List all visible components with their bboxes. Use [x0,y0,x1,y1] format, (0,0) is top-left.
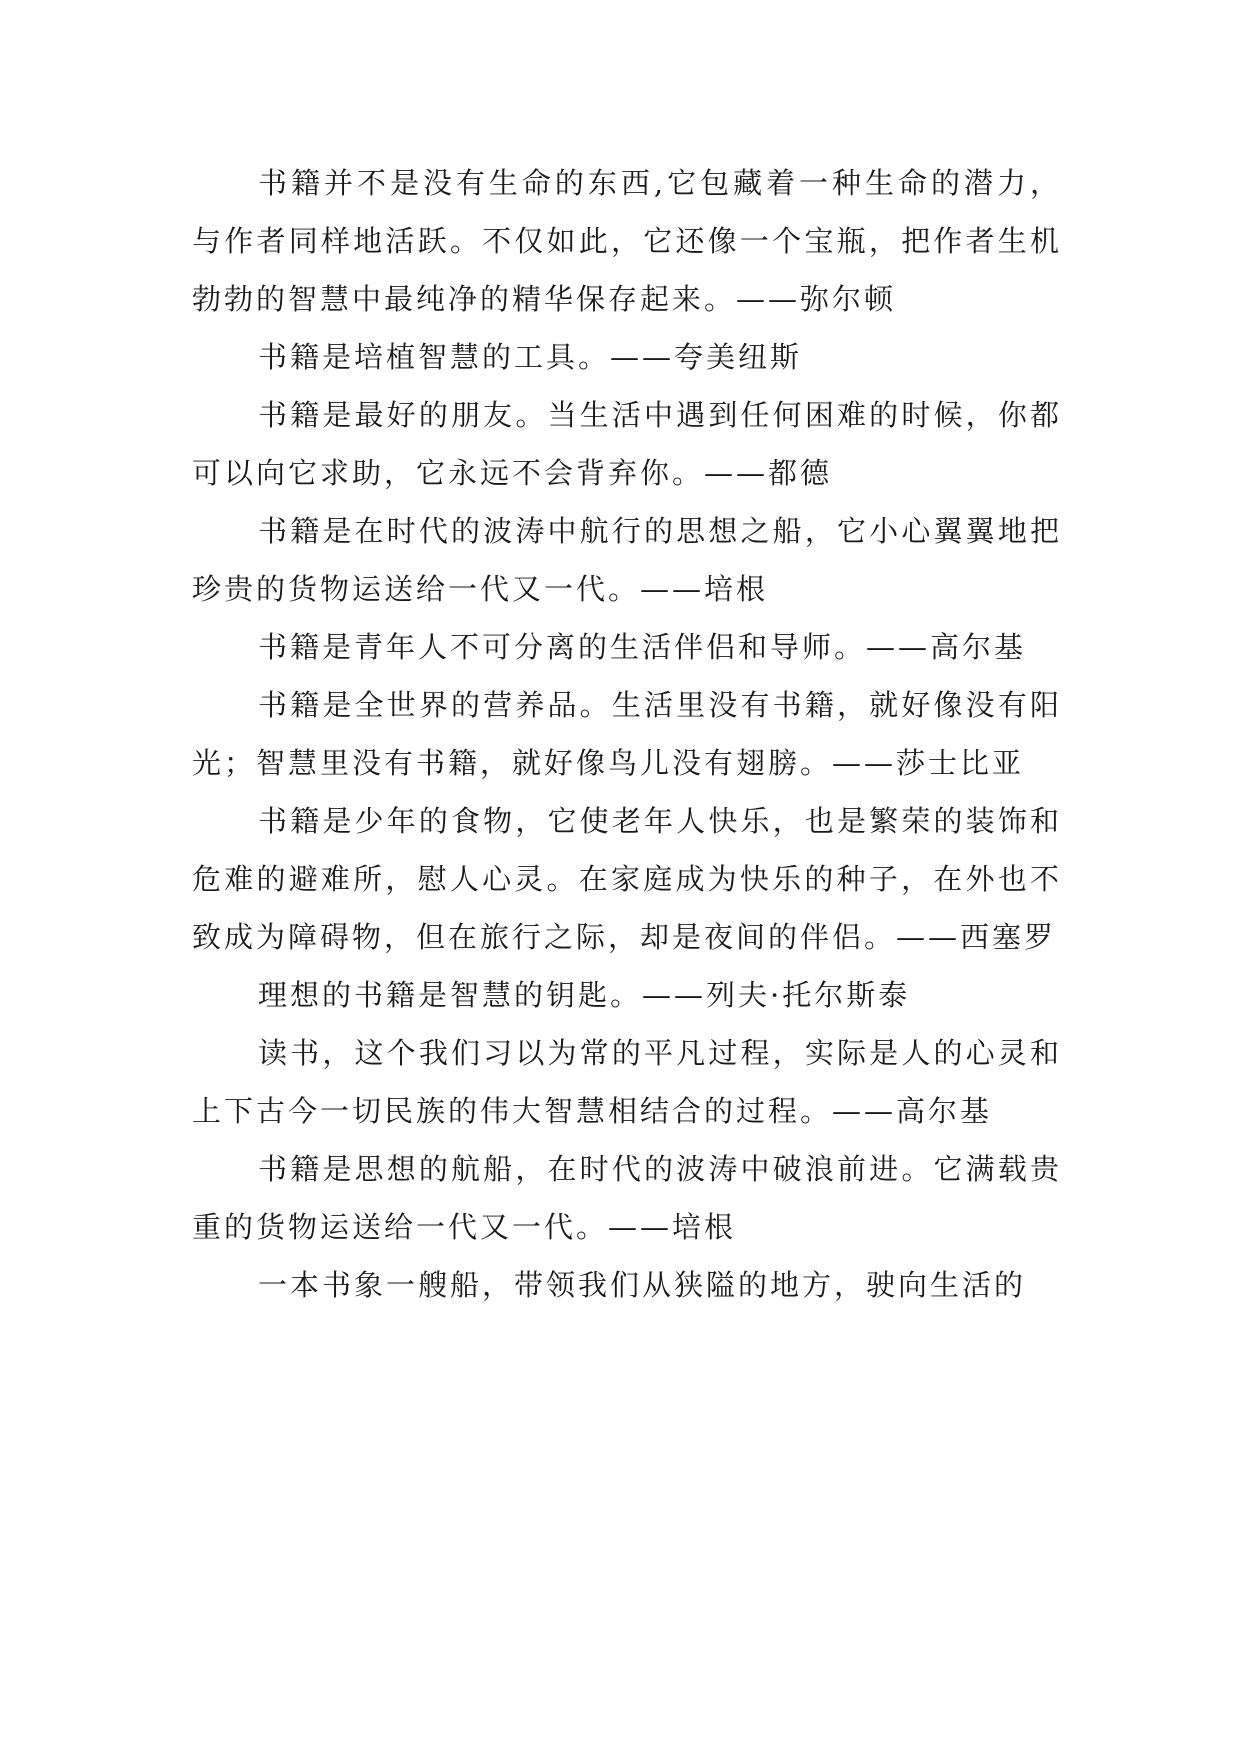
paragraph-quote-3: 书籍是最好的朋友。当生活中遇到任何困难的时候，你都可以向它求助，它永远不会背弃你。——都德 [192,398,1062,490]
paragraph-quote-7: 书籍是少年的食物，它使老年人快乐，也是繁荣的装饰和危难的避难所，慰人心灵。在家庭成为快乐的种子，在外也不致成为障碍物，但在旅行之际，却是夜间的伴侣。——西塞罗 [192,804,1062,954]
paragraph-quote-6: 书籍是全世界的营养品。生活里没有书籍，就好像没有阳光；智慧里没有书籍，就好像鸟儿没有翅膀。——莎士比亚 [192,688,1062,780]
document-body [192,154,1062,1314]
paragraph-quote-5: 书籍是青年人不可分离的生活伴侣和导师。——高尔基 [258,630,1027,664]
paragraph-quote-2: 书籍是培植智慧的工具。——夸美纽斯 [258,340,803,374]
paragraph-quote-1: 书籍并不是没有生命的东西,它包藏着一种生命的潜力，与作者同样地活跃。不仅如此，它还像一个宝瓶，把作者生机勃勃的智慧中最纯净的精华保存起来。——弥尔顿 [192,166,1062,316]
paragraph-quote-8: 理想的书籍是智慧的钥匙。——列夫·托尔斯泰 [258,978,911,1012]
paragraph-quote-11: 一本书象一艘船，带领我们从狭隘的地方，驶向生活的 [258,1268,1027,1302]
paragraph-quote-10: 书籍是思想的航船，在时代的波涛中破浪前进。它满载贵重的货物运送给一代又一代。——培根 [192,1152,1062,1244]
paragraph-quote-9: 读书，这个我们习以为常的平凡过程，实际是人的心灵和上下古今一切民族的伟大智慧相结合的过程。——高尔基 [192,1036,1062,1128]
paragraph-quote-4: 书籍是在时代的波涛中航行的思想之船，它小心翼翼地把珍贵的货物运送给一代又一代。——培根 [192,514,1062,606]
